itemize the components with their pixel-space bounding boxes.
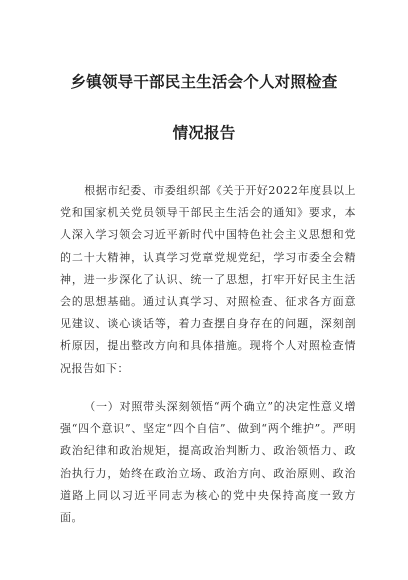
- document-title: 乡镇领导干部民主生活会个人对照检查: [70, 73, 338, 91]
- document-subtitle: 情况报告: [172, 124, 236, 142]
- paragraph-intro: 根据市纪委、市委组织部《关于开好2022年度县以上党和国家机关党员领导干部民主生活会的通知》要求，本人深入学习领会习近平新时代中国特色社会主义思想和党的二十大精神，认真学习党章党规党纪，学习市委全会精神，进一步深化了认识、统一了思想，打牢开好民主生活会的思想基础。通过认真学习、对照检查、征求各方面意见建议、谈心谈话等，着力查摆自身存在的问题，深刻剖析原因，提出整改方向和具体措施。现将个人对照检查情况报告如下：: [60, 184, 356, 375]
- paragraph-section-1: （一）对照带头深刻领悟“两个确立”的决定性意义增强“四个意识”、坚定“四个自信”、做到“两个维护”。严明政治纪律和政治规矩，提高政治判断力、政治领悟力、政治执行力，始终在政治立场、政治方向、政治原则、政治道路上同以习近平同志为核心的党中央保持高度一致方面。: [60, 400, 356, 525]
